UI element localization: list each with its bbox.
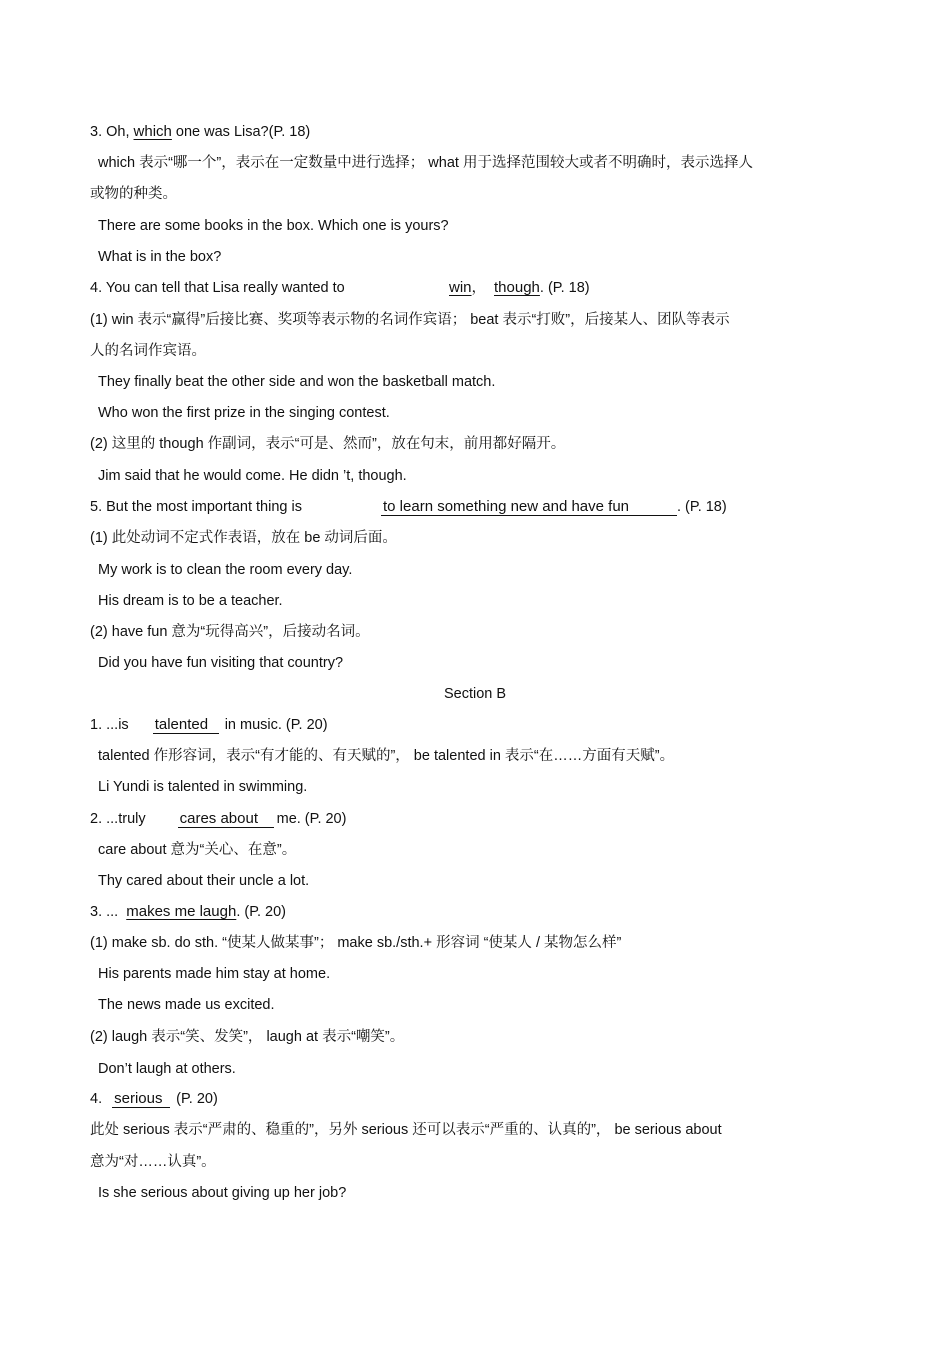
example-sentence: Is she serious about giving up her job?: [98, 1185, 347, 1201]
note-line: 此处 serious 表示“严肃的、稳重的”，另外 serious 还可以表示“严重的、认真的”， be serious about: [90, 1122, 722, 1138]
example-sentence: The news made us excited.: [98, 997, 275, 1013]
item-b2-heading: 2. ...truly cares about me. (P. 20): [90, 810, 347, 827]
answer-talented: talented: [153, 716, 219, 734]
note-line: (2) 这里的 though 作副词，表示“可是、然而”，放在句末，前用都好隔开。: [90, 436, 566, 452]
item-b4-heading: 4. serious (P. 20): [90, 1090, 218, 1107]
section-heading: Section B: [443, 686, 507, 702]
example-sentence: There are some books in the box. Which one is yours?: [98, 218, 449, 234]
note-line: care about 意为“关心、在意”。: [98, 842, 297, 858]
example-sentence: Li Yundi is talented in swimming.: [98, 779, 308, 795]
item-b3-heading: 3. ... makes me laugh. (P. 20): [90, 903, 287, 920]
note-line: 意为“对……认真”。: [90, 1154, 216, 1170]
note-line: (2) have fun 意为“玩得高兴”，后接动名词。: [90, 624, 370, 640]
note-line: which 表示“哪一个”，表示在一定数量中进行选择； what 用于选择范围较大或者不明确时，表示选择人: [98, 155, 753, 171]
item-b1-heading: 1. ...is talented in music. (P. 20): [90, 716, 328, 733]
example-sentence: Thy cared about their uncle a lot.: [98, 873, 310, 889]
example-sentence: His parents made him stay at home.: [98, 966, 331, 982]
item-3-heading: 3. Oh, which one was Lisa?(P. 18): [90, 123, 311, 140]
answer-cares-about: cares about: [178, 810, 274, 828]
note-line: 或物的种类。: [90, 186, 177, 202]
answer-though: though: [494, 279, 540, 296]
example-sentence: They finally beat the other side and won the basketball match.: [98, 374, 496, 390]
example-sentence: Who won the first prize in the singing contest.: [98, 405, 390, 421]
note-line: (1) make sb. do sth. “使某人做某事”； make sb./sth.+ 形容词 “使某人 / 某物怎么样”: [90, 935, 622, 951]
example-sentence: Jim said that he would come. He didn ’t, though.: [98, 468, 407, 484]
answer-win: win: [449, 279, 472, 296]
example-sentence: What is in the box?: [98, 249, 222, 265]
item-5-heading: 5. But the most important thing is: [90, 499, 302, 515]
item-4-answer: win， though. (P. 18): [449, 279, 590, 296]
answer-serious: serious: [112, 1090, 170, 1108]
item-5-answer: to learn something new and have fun . (P. 18): [383, 498, 727, 515]
example-sentence: His dream is to be a teacher.: [98, 593, 283, 609]
note-line: talented 作形容词，表示“有才能的、有天赋的”， be talented in 表示“在……方面有天赋”。: [98, 748, 675, 764]
note-line: (2) laugh 表示“笑、发笑”， laugh at 表示“嘲笑”。: [90, 1029, 405, 1045]
answer-to-learn: to learn something new and have fun: [381, 498, 677, 516]
item-4-heading: 4. You can tell that Lisa really wanted to: [90, 280, 345, 296]
example-sentence: My work is to clean the room every day.: [98, 562, 353, 578]
note-line: (1) win 表示“赢得”后接比赛、奖项等表示物的名词作宾语； beat 表示“打败”，后接某人、团队等表示: [90, 312, 730, 328]
note-line: (1) 此处动词不定式作表语，放在 be 动词后面。: [90, 530, 397, 546]
note-line: 人的名词作宾语。: [90, 343, 206, 359]
answer-which: which: [133, 123, 172, 140]
example-sentence: Don’t laugh at others.: [98, 1061, 236, 1077]
example-sentence: Did you have fun visiting that country?: [98, 655, 344, 671]
answer-makes-me-laugh: makes me laugh: [126, 903, 237, 920]
